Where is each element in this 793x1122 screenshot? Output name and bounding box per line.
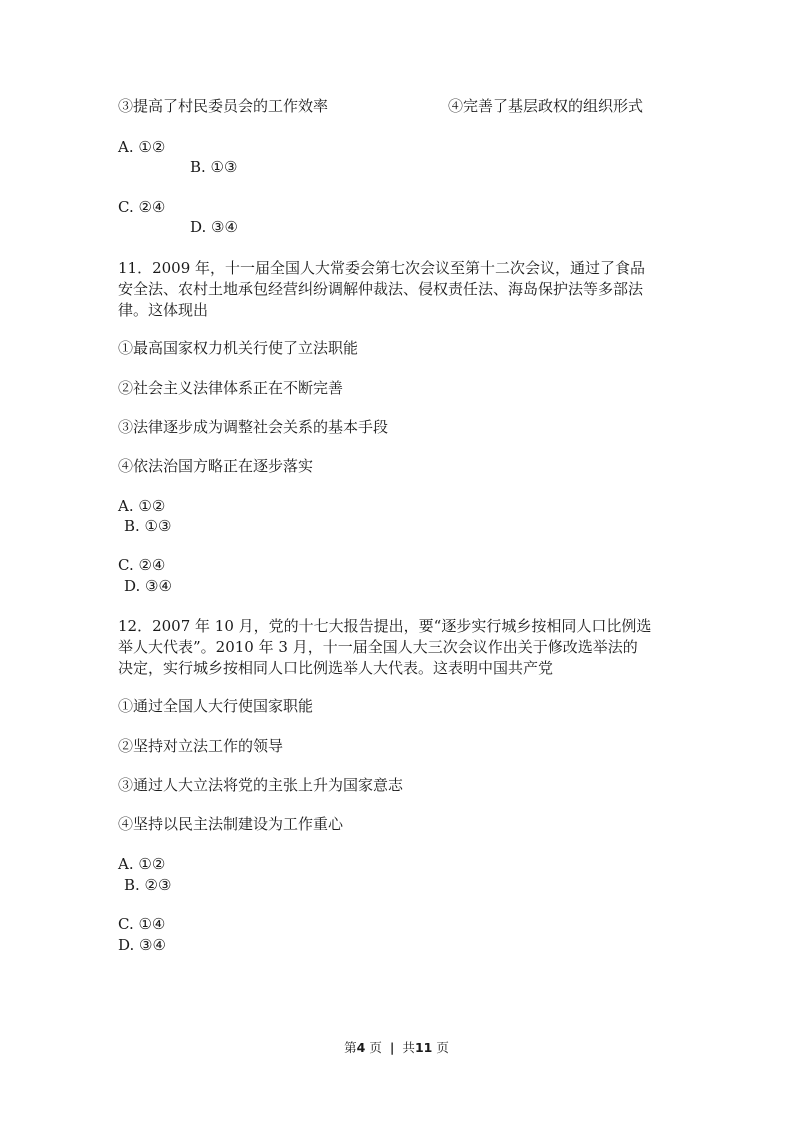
page-prefix: 第 [344, 1040, 357, 1055]
q11-choice-c: C. ②④ [118, 556, 166, 574]
q11-option-2: ②社会主义法律体系正在不断完善 [118, 379, 344, 397]
q10-choice-a: A. ①② [118, 138, 166, 156]
q10-option-4: ④完善了基层政权的组织形式 [448, 97, 644, 115]
q11-option-3: ③法律逐步成为调整社会关系的基本手段 [118, 418, 389, 436]
q11-option-4: ④依法治国方略正在逐步落实 [118, 457, 314, 475]
page-suffix: 页 [365, 1040, 382, 1055]
page-footer [0, 1038, 793, 1058]
q12-option-4: ④坚持以民主法制建设为工作重心 [118, 815, 344, 833]
q12-choice-d: D. ③④ [118, 936, 166, 954]
q11-stem-line-2: 安全法、农村土地承包经营纠纷调解仲裁法、侵权责任法、海岛保护法等多部法 [118, 280, 644, 298]
total-suffix: 页 [432, 1040, 449, 1055]
q10-choice-b: B. ①③ [190, 158, 238, 176]
q12-option-1: ①通过全国人大行使国家职能 [118, 697, 314, 715]
footer-separator: | [389, 1040, 395, 1055]
q10-choice-d: D. ③④ [190, 218, 238, 236]
q11-stem-line-3: 律。这体现出 [118, 301, 209, 319]
total-prefix: 共 [402, 1040, 415, 1055]
q11-choice-a: A. ①② [118, 497, 166, 515]
q11-option-1: ①最高国家权力机关行使了立法职能 [118, 339, 359, 357]
q12-option-3: ③通过人大立法将党的主张上升为国家意志 [118, 776, 404, 794]
q12-option-2: ②坚持对立法工作的领导 [118, 737, 284, 755]
q12-stem-line-3: 决定，实行城乡按相同人口比例选举人大代表。这表明中国共产党 [118, 659, 554, 677]
q12-stem-line-2: 举人大代表”。2010 年 3 月，十一届全国人大三次会议作出关于修改选举法的 [118, 638, 638, 656]
q12-stem-line-1: 12．2007 年 10 月，党的十七大报告提出，要“逐步实行城乡按相同人口比例选 [118, 617, 652, 635]
page-number: 4 [356, 1040, 366, 1055]
q12-choice-c: C. ①④ [118, 915, 166, 933]
q11-choice-b: B. ①③ [124, 517, 172, 535]
q11-stem-line-1: 11．2009 年，十一届全国人大常委会第七次会议至第十二次会议，通过了食品 [118, 259, 646, 277]
q12-choice-a: A. ①② [118, 855, 166, 873]
q11-choice-d: D. ③④ [124, 577, 172, 595]
total-pages: 11 [414, 1040, 433, 1055]
q12-choice-b: B. ②③ [124, 876, 172, 894]
q10-option-3: ③提高了村民委员会的工作效率 [118, 97, 329, 115]
q10-choice-c: C. ②④ [118, 198, 166, 216]
